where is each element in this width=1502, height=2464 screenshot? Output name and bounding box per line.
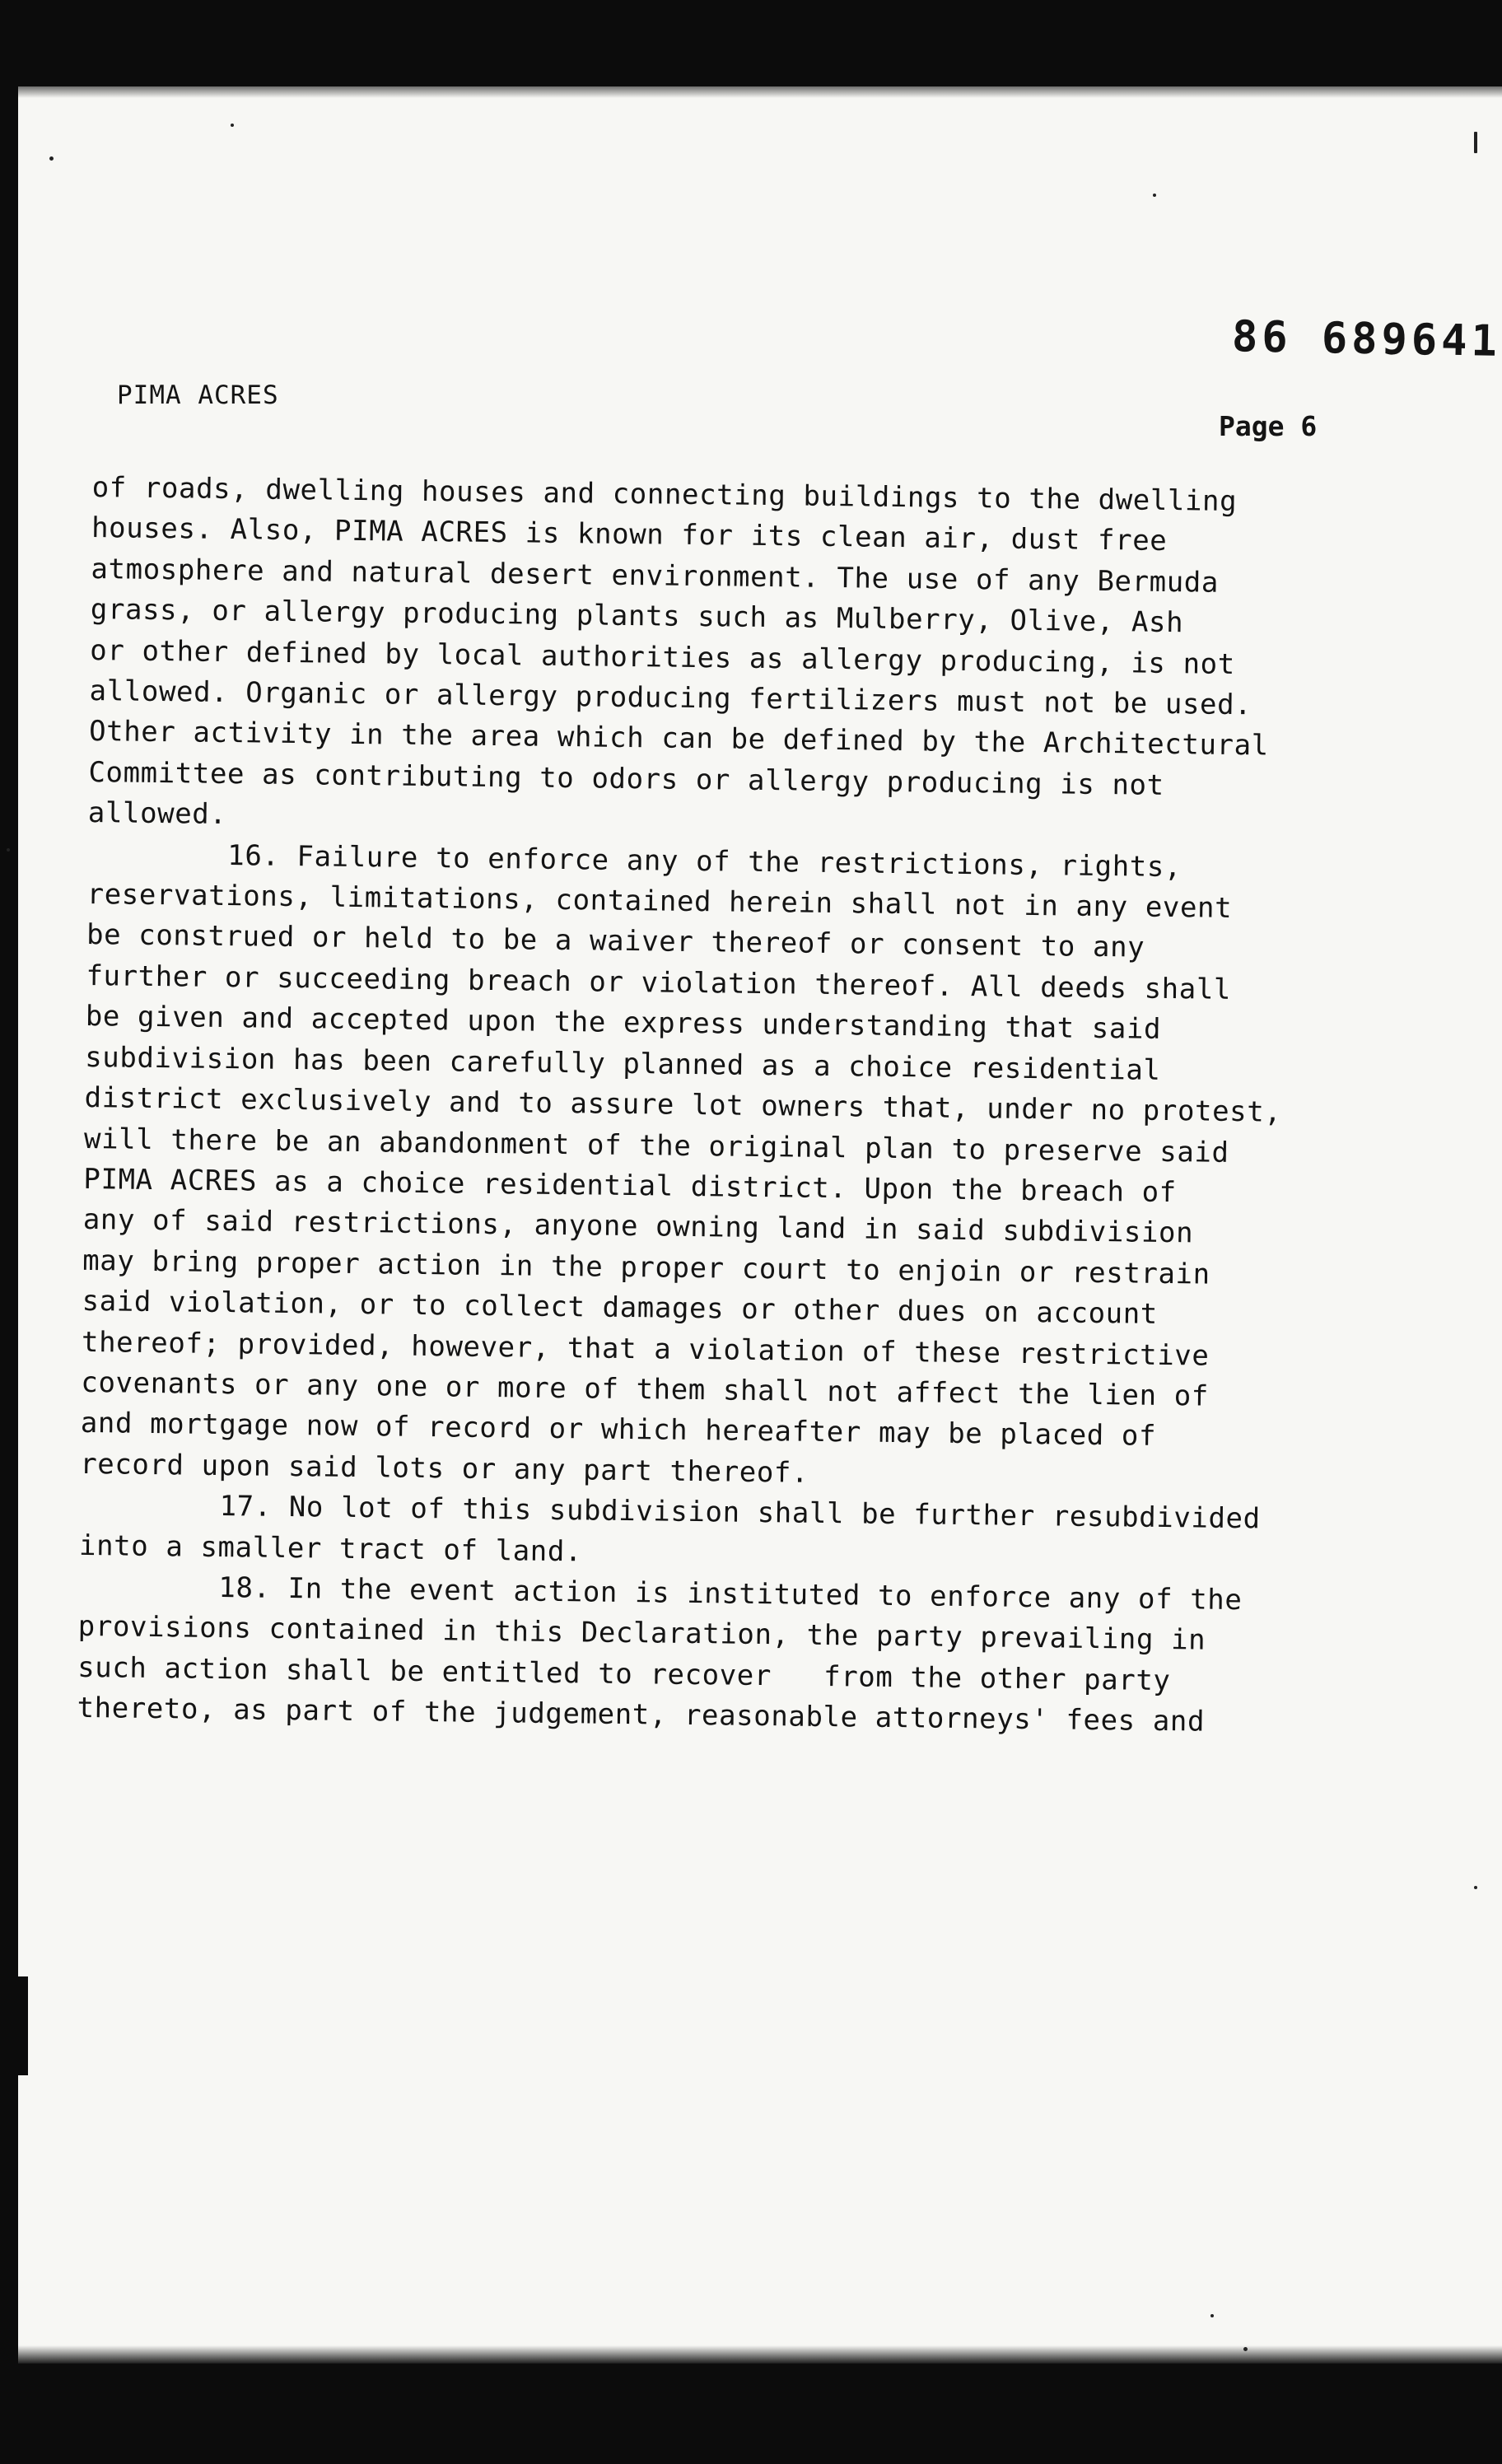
text-line: provisions contained in this Declaration, the party prevailing in	[77, 1610, 1206, 1658]
paragraph-18-start: 18. In the event action is instituted to enforce any of the	[218, 1570, 1243, 1617]
scan-speck	[1210, 2314, 1214, 2317]
scan-border-top-edge	[0, 78, 1502, 98]
scan-speck	[49, 156, 54, 161]
page-title: PIMA ACRES	[117, 380, 279, 410]
scan-speck	[231, 124, 234, 127]
text-line: district exclusively and to assure lot owners that, under no protest,	[84, 1081, 1282, 1129]
text-line: may bring proper action in the proper court to enjoin or restrain	[82, 1244, 1210, 1291]
text-line: or other defined by local authorities as allergy producing, is not	[90, 633, 1236, 681]
scan-speck	[7, 848, 10, 852]
text-line: be given and accepted upon the express understanding that said	[85, 1000, 1162, 1047]
text-line: houses. Also, PIMA ACRES is known for its clean air, dust free	[91, 511, 1168, 558]
text-line: further or succeeding breach or violation thereof. All deeds shall	[86, 959, 1232, 1006]
document-body	[77, 468, 1377, 1745]
text-line: any of said restrictions, anyone owning land in said subdivision	[82, 1203, 1194, 1250]
paragraph-17-start: 17. No lot of this subdivision shall be further resubdivided	[219, 1490, 1261, 1536]
text-line: allowed. Organic or allergy producing fertilizers must not be used.	[89, 674, 1252, 722]
scan-border-bottom	[0, 2364, 1502, 2464]
text-line: said violation, or to collect damages or other dues on account	[82, 1285, 1159, 1332]
text-line: grass, or allergy producing plants such as Mulberry, Olive, Ash	[90, 593, 1184, 640]
scan-border-bottom-edge	[0, 2345, 1502, 2365]
text-line: of roads, dwelling houses and connecting buildings to the dwelling	[91, 470, 1238, 518]
page-number-label: Page 6	[1219, 410, 1318, 442]
text-line: subdivision has been carefully planned as a choice residential	[85, 1040, 1161, 1087]
scan-notch	[0, 1976, 28, 2075]
text-line: and mortgage now of record or which hereafter may be placed of	[80, 1407, 1157, 1454]
text-line: PIMA ACRES as a choice residential district. Upon the breach of	[83, 1162, 1177, 1210]
scan-speck	[1474, 1886, 1477, 1889]
text-line: atmosphere and natural desert environment. The use of any Bermuda	[91, 552, 1220, 600]
scan-speck	[1153, 194, 1156, 197]
text-line: thereof; provided, however, that a violation of these restrictive	[81, 1325, 1210, 1373]
paragraph-16-start: 16. Failure to enforce any of the restrictions, rights,	[227, 838, 1182, 884]
scan-speck	[1243, 2347, 1248, 2351]
text-line: Other activity in the area which can be defined by the Architectural	[88, 715, 1269, 763]
text-line: reservations, limitations, contained herein shall not in any event	[86, 878, 1233, 926]
scan-border-left	[0, 0, 18, 2464]
document-number: 86 689641	[1231, 312, 1502, 366]
text-line: thereto, as part of the judgement, reasonable attorneys' fees and	[77, 1692, 1206, 1738]
text-line: into a smaller tract of land.	[78, 1528, 583, 1568]
scan-border-top	[0, 0, 1502, 86]
scan-speck	[1474, 132, 1477, 153]
text-line: such action shall be entitled to recover from the other party	[77, 1650, 1171, 1697]
text-line: allowed.	[87, 796, 227, 832]
text-line: record upon said lots or any part thereof.	[79, 1447, 809, 1490]
text-line: covenants or any one or more of them shall not affect the lien of	[81, 1365, 1210, 1413]
text-line: will there be an abandonment of the original plan to preserve said	[83, 1122, 1229, 1169]
text-line: be construed or held to be a waiver thereof or consent to any	[86, 918, 1145, 965]
text-line: Committee as contributing to odors or allergy producing is not	[88, 755, 1164, 802]
